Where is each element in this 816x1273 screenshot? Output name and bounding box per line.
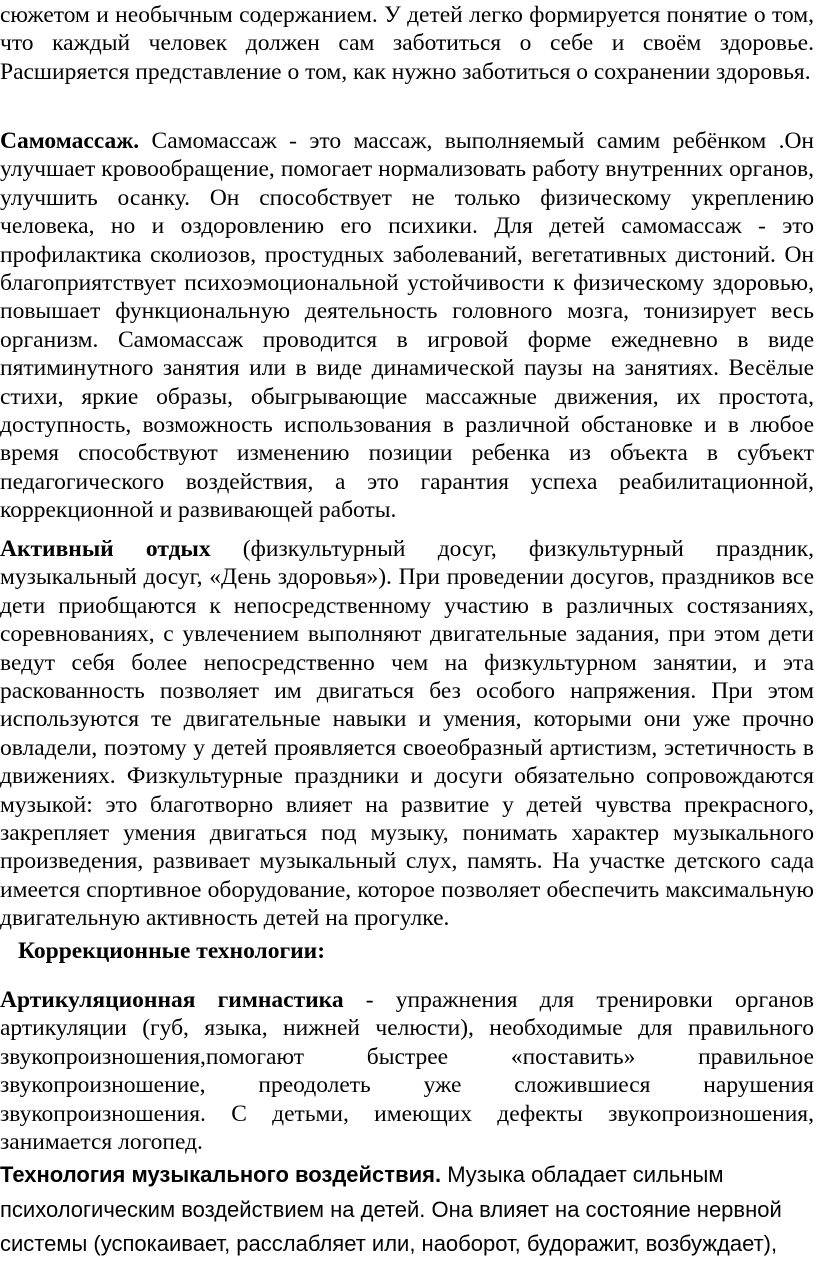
- paragraph-intro: [0, 1, 814, 86]
- correction-technologies-heading: Коррекционные технологии:: [18, 938, 326, 964]
- self-massage-term: Самомассаж.: [0, 128, 140, 154]
- paragraph-active-rest: [0, 535, 814, 933]
- paragraph-self-massage: [0, 127, 814, 525]
- paragraph-articulation: [0, 986, 814, 1156]
- active-rest-term: Активный отдых: [0, 536, 211, 562]
- intro-text: сюжетом и необычным содержанием. У детей легко формируется понятие о том, что каждый человек должен сам заботиться о себе и своём здоровье. Расширяется представление о том, как нужно заботиться о сохранении здоровья.: [0, 2, 814, 85]
- music-text: Музыка обладает сильным психологическим воздействием на детей. Она влияет на состояние нервной системы (успокаивает, расслабляет или, наоборот, будоражит, возбуждает),: [0, 1162, 782, 1256]
- self-massage-text: Самомассаж - это массаж, выполняемый самим ребёнком .Он улучшает кровообращение, помогает нормализовать работу внутренних органов, улучшить осанку. Он способствует не только физическому укреплению человека, но и оздоровлению его психики. Для детей самомассаж - это профилактика сколиозов, простудных заболеваний, вегетативных дистоний. Он благоприятствует психоэмоциональной устойчивости к физическому здоровью, повышает функциональную деятельность головного мозга, тонизирует весь организм. Самомассаж проводится в игровой форме ежедневно в виде пятиминутного занятия или в виде динамической паузы на занятиях. Весёлые стихи, яркие образы, обыгрывающие массажные движения, их простота, доступность, возможность использования в различной обстановке и в любое время способствуют изменению позиции ребенка из объекта в субъект педагогического воздействия, а это гарантия успеха реабилитационной, коррекционной и развивающей работы.: [0, 128, 814, 524]
- articulation-term: Артикуляционная гимнастика: [0, 987, 344, 1013]
- paragraph-music: [0, 1158, 814, 1262]
- articulation-text: - упражнения для тренировки органов артикуляции (губ, языка, нижней челюсти), необходимые для правильного звукопроизношения,помогают быстрее «поставить» правильное звукопроизношение, преодолеть уже сложившиеся нарушения звукопроизношения. С детьми, имеющих дефекты звукопроизношения, занимается логопед.: [0, 987, 815, 1156]
- active-rest-text: (физкультурный досуг, физкультурный праздник, музыкальный досуг, «День здоровья»). При проведении досугов, праздников все дети приобщаются к непосредственному участию в различных состязаниях, соревнованиях, с увлечением выполняют двигательные задания, при этом дети ведут себя более непосредственно чем на физкультурном занятии, и эта раскованность позволяет им двигаться без особого напряжения. При этом используются те двигательные навыки и умения, которыми они уже прочно овладели, поэтому у детей проявляется своеобразный артистизм, эстетичность в движениях. Физкультурные праздники и досуги обязательно сопровождаются музыкой: это благотворно влияет на развитие у детей чувства прекрасного, закрепляет умения двигаться под музыку, понимать характер музыкального произведения, развивает музыкальный слух, память. На участке детского сада имеется спортивное оборудование, которое позволяет обеспечить максимальную двигательную активность детей на прогулке.: [0, 536, 815, 932]
- music-term: Технология музыкального воздействия.: [0, 1162, 442, 1187]
